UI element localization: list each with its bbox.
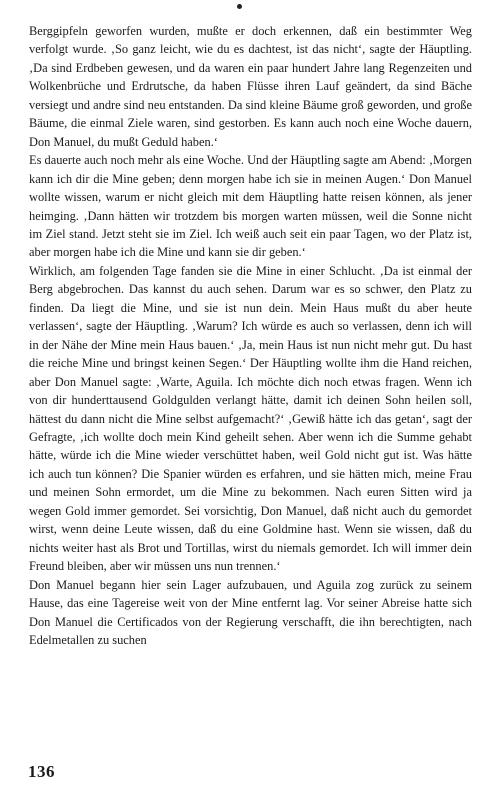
page-body-text bbox=[29, 22, 472, 649]
paragraph-2: Es dauerte auch noch mehr als eine Woche. Und der Häuptling sagte am Abend: ‚Morgen kann ich dir die Mine geben; denn morgen habe ich sie in meinen Augen.‘ Don Manuel wollte wissen, warum er nicht gleich mit dem Häuptling hatte reisen können, als jener heimging. ‚Dann hätten wir trotzdem bis morgen warten müssen, weil die Sonne nicht im Ziel stand. Jetzt steht sie im Ziel. Ich weiß auch seit ein paar Tagen, wo der Platz ist, aber morgen habe ich die Mine und kann sie dir geben.‘ bbox=[29, 153, 472, 260]
paragraph-1: Berggipfeln geworfen wurden, mußte er doch erkennen, daß ein bestimmter Weg verfolgt wurde. ‚So ganz leicht, wie du es dachtest, ist das nicht‘, sagte der Häuptling. ‚Da sind Erdbeben gewesen, und da waren ein paar hundert Jahre lang Regenzeiten und Wolkenbrüche und Erdrutsche, da haben Flüsse ihren Lauf geändert, da sind Bäche versiegt und andre sind neu entstanden. Da sind kleine Bäume groß geworden, und große Bäume, die einmal Ziele waren, sind gestorben. Es kann auch noch eine Woche dauern, Don Manuel, du mußt Geduld haben.‘ bbox=[29, 24, 472, 149]
page-number: 136 bbox=[28, 762, 55, 781]
paragraph-3: Wirklich, am folgenden Tage fanden sie die Mine in einer Schlucht. ‚Da ist einmal der Berg abgebrochen. Das kannst du auch sehen. Darum war es so schwer, den Platz zu finden. Da liegt die Mine, und sie ist nun dein. Mein Haus mußt du aber heute verlassen‘, sagte der Häuptling. ‚Warum? Ich würde es auch so verlassen, denn ich will in der Nähe der Mine mein Haus bauen.‘ ‚Ja, mein Haus ist nun nicht mehr gut. Du hast die reiche Mine und bringst keinen Segen.‘ Der Häuptling wollte ihm die Hand reichen, aber Don Manuel sagte: ‚Warte, Aguila. Ich möchte dich noch etwas fragen. Wenn ich von dir hunderttausend Goldgulden verlangt hätte, damit ich deinen Sohn heilen soll, hättest du dann nicht die Mine selbst aufgemacht?‘ ‚Gewiß hätte ich das getan‘, sagt der Gefragte, ‚ich wollte doch mein Kind geheilt sehen. Aber wenn ich die Summe gehabt hätte, würde ich die Mine wieder verschüttet haben, weil Gold nicht gut ist. Was hätte ich auch tun können? Die Spanier würden es erfahren, und sie hätten mich, meine Frau und meinen Sohn ermordet, um die Mine zu bekommen. Nach euren Sitten wird ja wegen Gold immer gemordet. Sei vorsichtig, Don Manuel, daß nicht auch du gemordet wirst, wenn deine Leute wissen, daß du eine Goldmine hast. Wenn sie wissen, daß du nichts weiter hast als Brot und Tortillas, wirst du niemals gemordet. Ich will immer dein Freund bleiben, aber wir müssen uns nun trennen.‘ bbox=[29, 263, 472, 574]
paragraph-4: Don Manuel begann hier sein Lager aufzubauen, und Aguila zog zurück zu seinem Hause, das eine Tagereise weit von der Mine entfernt lag. Vor seiner Abreise hatte sich Don Manuel die Certificados von der Regierung verschafft, die ihn berechtigten, nach Edelmetallen zu suchen bbox=[29, 577, 472, 647]
top-dot-mark bbox=[237, 4, 242, 9]
